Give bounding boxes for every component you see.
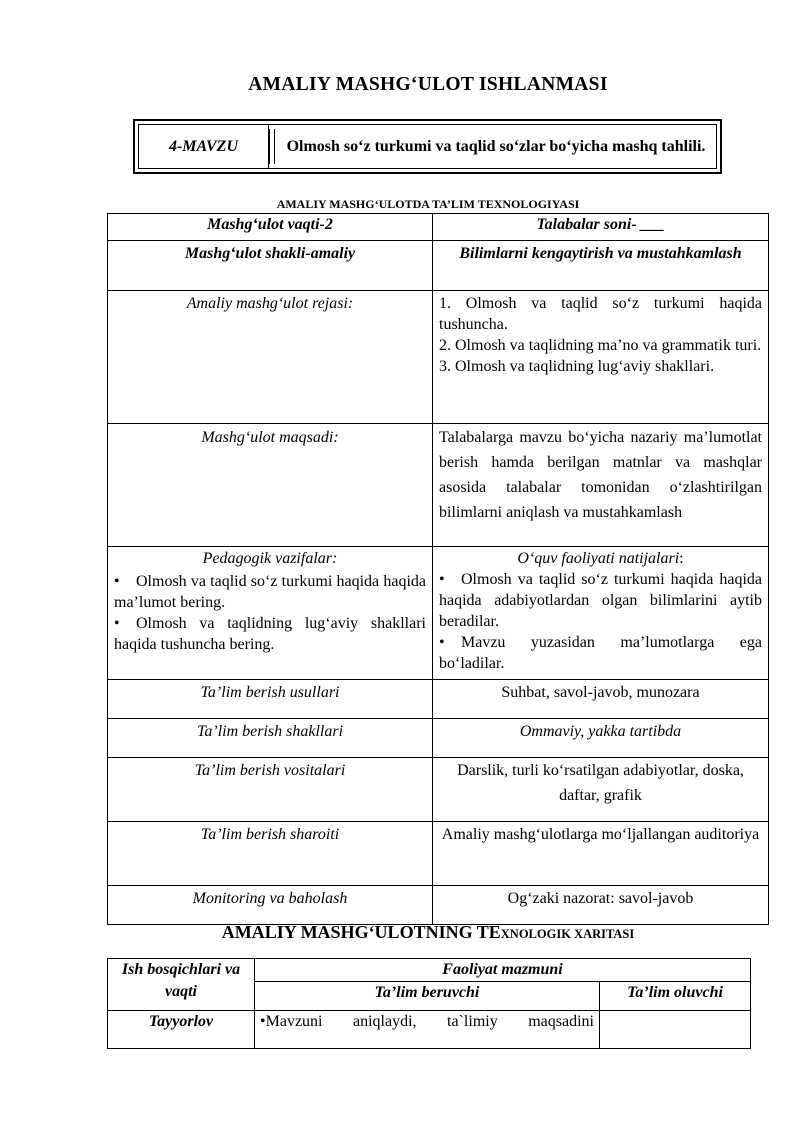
- lesson-time: Mashg‘ulot vaqti-2: [108, 214, 433, 241]
- tasks-cell: [108, 547, 433, 680]
- conditions-label: Ta’lim berish sharoiti: [108, 822, 433, 886]
- bullet-icon: •: [439, 571, 445, 588]
- lesson-form-value: Bilimlarni kengaytirish va mustahkamlash: [433, 241, 769, 291]
- student-header: Ta’lim oluvchi: [600, 982, 751, 1011]
- technology-heading: AMALIY MASHG‘ULOTDA TA’LIM TEXNOLOGIYASI: [276, 197, 580, 211]
- methods-label: Ta’lim berish usullari: [108, 680, 433, 719]
- goal-text: Talabalarga mavzu bo‘yicha nazariy ma’lumotlat berish hamda berilgan matnlar va mashqlar asosida talabalar tomonidan o‘zlashtirilgan bilimlarni aniqlash va mustahkamlash: [433, 424, 769, 547]
- technology-map-table: [107, 958, 751, 1049]
- technology-table: [107, 213, 769, 925]
- stage-preparation: Tayyorlov: [108, 1011, 255, 1049]
- monitoring-value: Og‘zaki nazorat: savol-javob: [433, 886, 769, 925]
- teacher-header: Ta’lim beruvchi: [255, 982, 600, 1011]
- topic-box: [133, 119, 722, 174]
- bullet-icon: •: [439, 634, 445, 651]
- task-item: • Olmosh va taqlidning lug‘aviy shakllari haqida tushuncha bering.: [114, 615, 426, 653]
- content-header: Faoliyat mazmuni: [255, 959, 751, 982]
- results-label: O‘quv faoliyati natijalari:: [517, 550, 684, 567]
- bullet-icon: •: [114, 573, 120, 590]
- bullet-icon: •: [260, 1013, 266, 1030]
- topic-text: Olmosh so‘z turkumi va taqlid so‘zlar bo‘yicha mashq tahlili.: [286, 137, 706, 155]
- conditions-value: Amaliy mashg‘ulotlarga mo‘ljallangan auditoriya: [433, 822, 769, 886]
- monitoring-label: Monitoring va baholash: [108, 886, 433, 925]
- topic-label: 4-MAVZU: [168, 137, 239, 155]
- methods-value: Suhbat, savol-javob, munozara: [433, 680, 769, 719]
- task-item: • Olmosh va taqlid so‘z turkumi haqida haqida ma’lumot bering.: [114, 573, 426, 611]
- results-cell: [433, 547, 769, 680]
- students-count: Talabalar soni- ___: [433, 214, 769, 241]
- means-label: Ta’lim berish vositalari: [108, 758, 433, 822]
- means-value: Darslik, turli ko‘rsatilgan adabiyotlar, doska, daftar, grafik: [433, 758, 769, 822]
- result-item: • Mavzu yuzasidan ma’lumotlarga ega bo‘ladilar.: [439, 634, 762, 672]
- result-item: • Olmosh va taqlid so‘z turkumi haqida haqida haqida adabiyotlardan olgan bilimlarini aytib beradilar.: [439, 571, 762, 630]
- map-heading: AMALIY MASHG‘ULOTNING TEXNOLOGIK XARITASI: [221, 922, 635, 942]
- plan-item: 3. Olmosh va taqlidning lug‘aviy shakllari.: [439, 358, 715, 375]
- plan-item: 2. Olmosh va taqlidning ma’no va grammatik turi.: [439, 337, 762, 354]
- plan-label: Amaliy mashg‘ulot rejasi:: [108, 291, 433, 424]
- document-title: AMALIY MASHG‘ULOT ISHLANMASI: [248, 74, 608, 95]
- student-activity: [600, 1011, 751, 1049]
- bullet-icon: •: [114, 615, 120, 632]
- forms-value: Ommaviy, yakka tartibda: [433, 719, 769, 758]
- forms-label: Ta’lim berish shakllari: [108, 719, 433, 758]
- lesson-form: Mashg‘ulot shakli-amaliy: [108, 241, 433, 291]
- plan-list: [433, 291, 769, 424]
- tasks-label: Pedagogik vazifalar:: [202, 550, 338, 567]
- teacher-activity: •Mavzuni aniqlaydi, ta`limiy maqsadini: [255, 1011, 600, 1049]
- stage-header: Ish bosqichlari va vaqti: [108, 959, 255, 1011]
- plan-item: 1. Olmosh va taqlid so‘z turkumi haqida tushuncha.: [439, 295, 762, 333]
- goal-label: Mashg‘ulot maqsadi:: [108, 424, 433, 547]
